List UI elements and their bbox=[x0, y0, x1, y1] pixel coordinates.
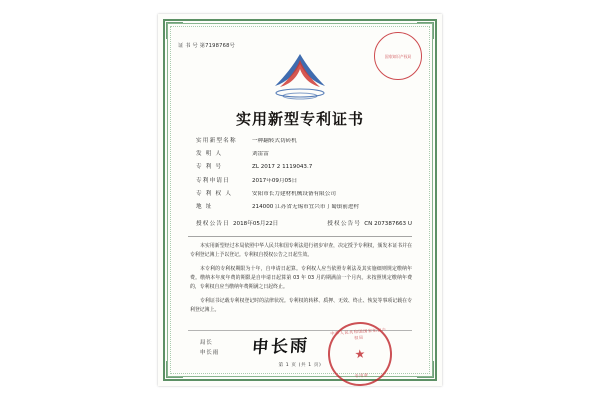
page-footer: 第 1 页 (共 1 页) bbox=[278, 363, 322, 368]
field-label: 授权公告日 bbox=[196, 220, 230, 227]
body-paragraph: 专利证书记载专利权登记时的法律状况。专利权的转移、质押、无效、终止、恢复等事项记载在专利登记簿上。 bbox=[190, 298, 412, 314]
official-seal-top-text: 中华人民共和国国家知识产权局 bbox=[330, 327, 387, 341]
official-seal-bottom-text: 专用章 bbox=[354, 372, 369, 379]
signature-label-title: 局长 bbox=[200, 340, 213, 346]
field-label: 专 利 号 bbox=[196, 164, 223, 171]
field-row bbox=[196, 164, 412, 171]
body-paragraph: 本实用新型经过本局依照中华人民共和国专利法进行初步审查，决定授予专利权，颁发本证书并在专利登记簿上予以登记。专利权自授权公告之日起生效。 bbox=[190, 243, 412, 259]
field-label: 专利申请日 bbox=[196, 177, 230, 184]
emblem-icon bbox=[263, 52, 337, 104]
certificate-body-text bbox=[190, 242, 412, 320]
field-value: CN 207387663 U bbox=[364, 220, 412, 227]
field-row bbox=[196, 151, 412, 158]
top-red-seal-text: 国家知识产权局 bbox=[384, 53, 412, 59]
field-label: 授权公告号 bbox=[327, 220, 362, 227]
field-value: 刘雷雷 bbox=[252, 151, 269, 158]
top-red-seal-icon bbox=[374, 32, 422, 80]
patent-certificate-sheet bbox=[158, 14, 442, 386]
field-row-dual bbox=[196, 221, 412, 228]
field-label: 专 利 权 人 bbox=[196, 190, 233, 197]
field-value: 2018年05月22日 bbox=[232, 220, 279, 227]
body-paragraph: 本专利的专利权期限为十年，自申请日起算。专利权人应当依照专利法及其实施细则规定缴纳年费。缴纳本年度年费的期限是自申请日起算第 03 年 03 月的期满前一个月内。未按照规定缴纳年费的，专利权自应当缴纳年费期满之日起终止。 bbox=[190, 266, 412, 291]
field-row bbox=[196, 138, 412, 145]
field-value: 安阳市长力建材机械设备有限公司 bbox=[252, 190, 336, 197]
field-row bbox=[196, 191, 412, 198]
official-red-seal-icon bbox=[326, 320, 394, 386]
seal-star-icon: ★ bbox=[354, 346, 366, 362]
field-value: 214000 江苏省无锡市宜兴市丁蜀镇前进村 bbox=[252, 204, 360, 211]
field-row bbox=[196, 178, 412, 185]
grant-announcement-date bbox=[196, 221, 278, 228]
signature-label-name: 申长雨 bbox=[200, 350, 220, 357]
field-value: ZL 2017 2 1119043.7 bbox=[252, 164, 313, 171]
field-row bbox=[196, 204, 412, 211]
field-value: 2017年09月05日 bbox=[252, 177, 298, 184]
signature-labels bbox=[200, 338, 219, 359]
grant-announcement-number bbox=[327, 221, 412, 228]
field-label: 实用新型名称 bbox=[196, 138, 237, 144]
divider-above-body bbox=[188, 236, 412, 237]
field-value: 一种翻转式切砖机 bbox=[252, 138, 297, 144]
certificate-content bbox=[174, 30, 426, 379]
field-label: 地 址 bbox=[196, 204, 213, 211]
certificate-field-list bbox=[196, 138, 412, 234]
handwritten-signature: 申长雨 bbox=[251, 336, 310, 358]
field-label: 发 明 人 bbox=[196, 151, 223, 158]
certificate-number: 证 书 号 第7198768号 bbox=[178, 43, 235, 49]
certificate-title: 实用新型专利证书 bbox=[235, 110, 364, 128]
